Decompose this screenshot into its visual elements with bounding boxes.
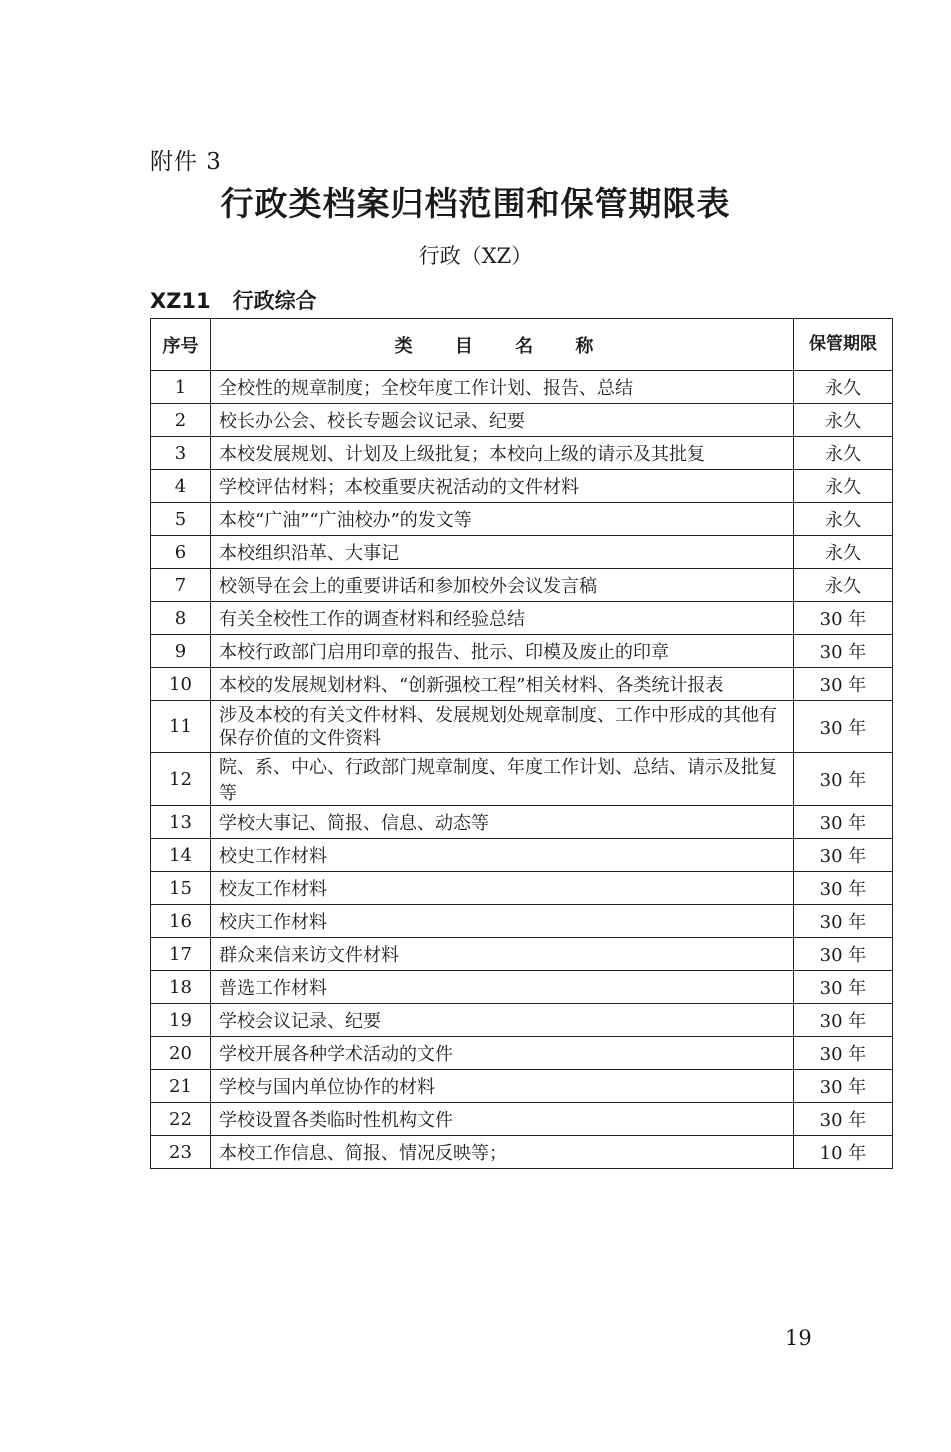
row-period: 永久: [794, 437, 893, 470]
attachment-label: 附件 3: [150, 149, 222, 175]
table-header-row: [151, 319, 893, 371]
row-number: 5: [151, 503, 211, 536]
row-number: 6: [151, 536, 211, 569]
row-period: 永久: [794, 371, 893, 404]
table-row: [151, 905, 893, 938]
row-category: 校庆工作材料: [211, 905, 794, 938]
row-number: 22: [151, 1103, 211, 1136]
table-row: [151, 371, 893, 404]
table-row: [151, 569, 893, 602]
table-row: [151, 938, 893, 971]
row-number: 7: [151, 569, 211, 602]
page-number: 19: [785, 1326, 812, 1350]
table-row: [151, 872, 893, 905]
table-row: [151, 971, 893, 1004]
row-period: 永久: [794, 503, 893, 536]
row-category: 涉及本校的有关文件材料、发展规划处规章制度、工作中形成的其他有保存价值的文件资料: [211, 701, 794, 753]
row-period: 30 年: [794, 701, 893, 753]
header-period: 保管期限: [794, 319, 893, 371]
row-period: 30 年: [794, 905, 893, 938]
row-number: 10: [151, 668, 211, 701]
row-number: 11: [151, 701, 211, 753]
page-title: 行政类档案归档范围和保管期限表: [220, 184, 731, 223]
row-category: 全校性的规章制度；全校年度工作计划、报告、总结: [211, 371, 794, 404]
row-category: 本校组织沿革、大事记: [211, 536, 794, 569]
table-row: [151, 536, 893, 569]
row-number: 3: [151, 437, 211, 470]
row-period: 10 年: [794, 1136, 893, 1169]
row-number: 23: [151, 1136, 211, 1169]
row-number: 12: [151, 753, 211, 806]
row-number: 16: [151, 905, 211, 938]
row-period: 30 年: [794, 1037, 893, 1070]
row-number: 4: [151, 470, 211, 503]
row-category: 学校大事记、简报、信息、动态等: [211, 806, 794, 839]
row-number: 19: [151, 1004, 211, 1037]
row-category: 普选工作材料: [211, 971, 794, 1004]
row-period: 30 年: [794, 938, 893, 971]
row-period: 30 年: [794, 839, 893, 872]
header-name: 类 目 名 称: [211, 319, 794, 371]
row-period: 30 年: [794, 668, 893, 701]
row-category: 学校与国内单位协作的材料: [211, 1070, 794, 1103]
table-row: [151, 668, 893, 701]
table-row: [151, 602, 893, 635]
row-period: 30 年: [794, 806, 893, 839]
row-category: 学校会议记录、纪要: [211, 1004, 794, 1037]
row-category: 本校行政部门启用印章的报告、批示、印模及废止的印章: [211, 635, 794, 668]
row-category: 学校设置各类临时性机构文件: [211, 1103, 794, 1136]
table-row: [151, 1103, 893, 1136]
row-period: 30 年: [794, 1004, 893, 1037]
row-number: 17: [151, 938, 211, 971]
row-period: 30 年: [794, 635, 893, 668]
row-number: 21: [151, 1070, 211, 1103]
row-category: 本校的发展规划材料、“创新强校工程”相关材料、各类统计报表: [211, 668, 794, 701]
row-category: 院、系、中心、行政部门规章制度、年度工作计划、总结、请示及批复等: [211, 753, 794, 806]
section-code: XZ11: [150, 289, 211, 313]
table-row: [151, 701, 893, 753]
row-category: 群众来信来访文件材料: [211, 938, 794, 971]
row-category: 校领导在会上的重要讲话和参加校外会议发言稿: [211, 569, 794, 602]
table-row: [151, 1004, 893, 1037]
section-name: 行政综合: [232, 289, 317, 313]
row-number: 9: [151, 635, 211, 668]
row-number: 13: [151, 806, 211, 839]
row-category: 本校工作信息、简报、情况反映等；: [211, 1136, 794, 1169]
row-period: 30 年: [794, 753, 893, 806]
row-period: 30 年: [794, 1103, 893, 1136]
row-category: 有关全校性工作的调查材料和经验总结: [211, 602, 794, 635]
table-row: [151, 1136, 893, 1169]
row-period: 30 年: [794, 971, 893, 1004]
row-number: 18: [151, 971, 211, 1004]
retention-table: [150, 318, 893, 1169]
row-number: 20: [151, 1037, 211, 1070]
header-no: 序号: [151, 319, 211, 371]
table-row: [151, 635, 893, 668]
table-row: [151, 753, 893, 806]
row-number: 15: [151, 872, 211, 905]
row-period: 永久: [794, 470, 893, 503]
row-number: 2: [151, 404, 211, 437]
row-category: 校史工作材料: [211, 839, 794, 872]
table-row: [151, 470, 893, 503]
row-category: 校长办公会、校长专题会议记录、纪要: [211, 404, 794, 437]
table-row: [151, 437, 893, 470]
row-category: 本校“广油”“广油校办”的发文等: [211, 503, 794, 536]
page-subtitle: 行政（XZ）: [418, 244, 533, 268]
row-period: 永久: [794, 536, 893, 569]
table-row: [151, 1070, 893, 1103]
row-number: 1: [151, 371, 211, 404]
table-row: [151, 806, 893, 839]
row-category: 学校开展各种学术活动的文件: [211, 1037, 794, 1070]
row-number: 14: [151, 839, 211, 872]
table-body: [151, 371, 893, 1169]
row-period: 30 年: [794, 872, 893, 905]
row-category: 校友工作材料: [211, 872, 794, 905]
row-period: 永久: [794, 569, 893, 602]
row-period: 永久: [794, 404, 893, 437]
row-category: 学校评估材料；本校重要庆祝活动的文件材料: [211, 470, 794, 503]
table-row: [151, 839, 893, 872]
table-row: [151, 1037, 893, 1070]
row-period: 30 年: [794, 602, 893, 635]
row-number: 8: [151, 602, 211, 635]
row-category: 本校发展规划、计划及上级批复；本校向上级的请示及其批复: [211, 437, 794, 470]
row-period: 30 年: [794, 1070, 893, 1103]
table-row: [151, 503, 893, 536]
table-row: [151, 404, 893, 437]
section-heading: [150, 285, 317, 315]
